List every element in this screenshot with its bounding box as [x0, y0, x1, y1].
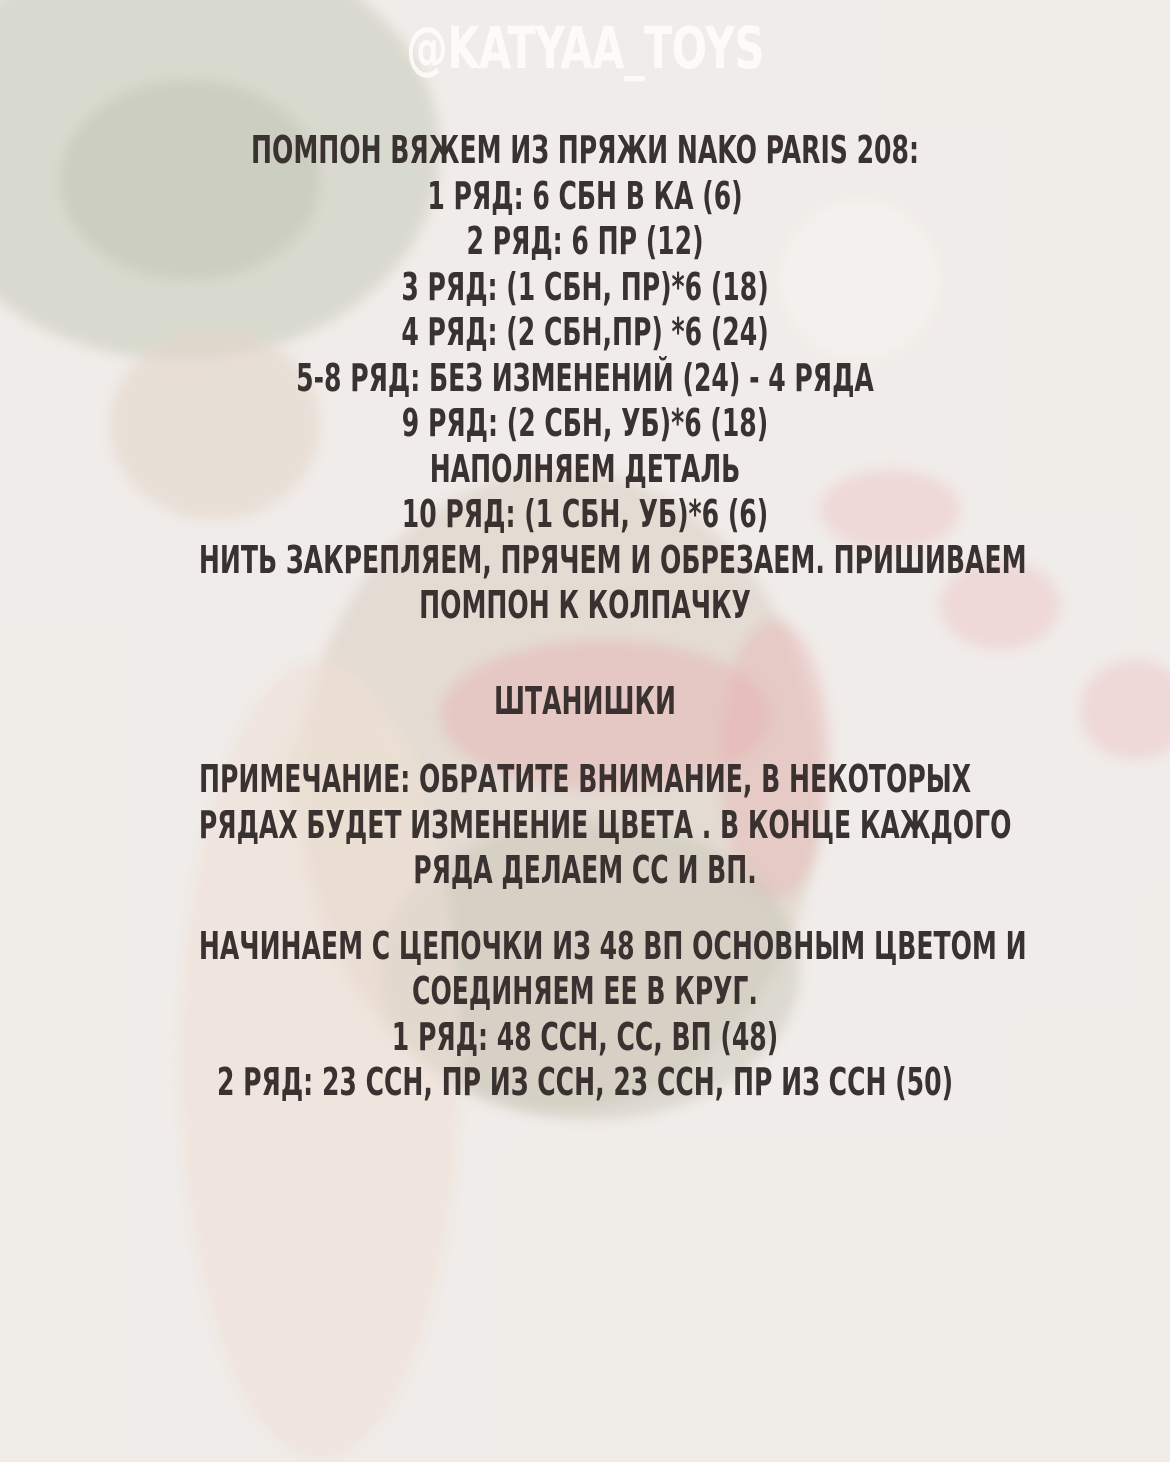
instruction-line: 2 РЯД: 23 ССН, ПР ИЗ ССН, 23 ССН, ПР ИЗ ССН (50)	[216, 1060, 954, 1104]
note-line: РЯДА ДЕЛАЕМ СС И ВП.	[413, 848, 757, 892]
pattern-text	[0, 128, 1170, 1106]
pompon-section	[0, 128, 1170, 629]
pompon-line: ПОМПОН К КОЛПАЧКУ	[419, 583, 751, 627]
pompon-line: 2 РЯД: 6 ПР (12)	[466, 219, 704, 263]
pompon-line: 5-8 РЯД: БЕЗ ИЗМЕНЕНИЙ (24) - 4 РЯДА	[296, 355, 874, 400]
pompon-line: НАПОЛНЯЕМ ДЕТАЛЬ	[429, 446, 741, 491]
pants-instructions	[0, 924, 1170, 1106]
pompon-line: 3 РЯД: (1 СБН, ПР)*6 (18)	[401, 264, 769, 309]
instruction-line: НАЧИНАЕМ С ЦЕПОЧКИ ИЗ 48 ВП ОСНОВНЫМ ЦВЕТОМ И	[198, 923, 1027, 968]
pompon-line: ПОМПОН ВЯЖЕМ ИЗ ПРЯЖИ NAKO PARIS 208:	[251, 128, 919, 172]
pompon-line: 10 РЯД: (1 СБН, УБ)*6 (6)	[401, 492, 769, 536]
pants-note	[0, 757, 1170, 894]
pompon-line: 4 РЯД: (2 СБН,ПР) *6 (24)	[401, 310, 769, 354]
note-line: ПРИМЕЧАНИЕ: ОБРАТИТЕ ВНИМАНИЕ, В НЕКОТОРЫХ	[198, 757, 972, 801]
watermark: @KATYAA_TOYS	[406, 14, 764, 82]
pompon-line: НИТЬ ЗАКРЕПЛЯЕМ, ПРЯЧЕМ И ОБРЕЗАЕМ. ПРИШИВАЕМ	[198, 537, 1027, 582]
instruction-line: 1 РЯД: 48 ССН, СС, ВП (48)	[391, 1014, 779, 1059]
note-line: РЯДАХ БУДЕТ ИЗМЕНЕНИЕ ЦВЕТА . В КОНЦЕ КАЖДОГО	[198, 802, 1012, 847]
pompon-line: 1 РЯД: 6 СБН В КА (6)	[427, 173, 743, 218]
pompon-line: 9 РЯД: (2 СБН, УБ)*6 (18)	[401, 401, 769, 445]
section-heading: ШТАНИШКИ	[494, 678, 676, 723]
instruction-line: СОЕДИНЯЕМ ЕЕ В КРУГ.	[412, 969, 758, 1013]
